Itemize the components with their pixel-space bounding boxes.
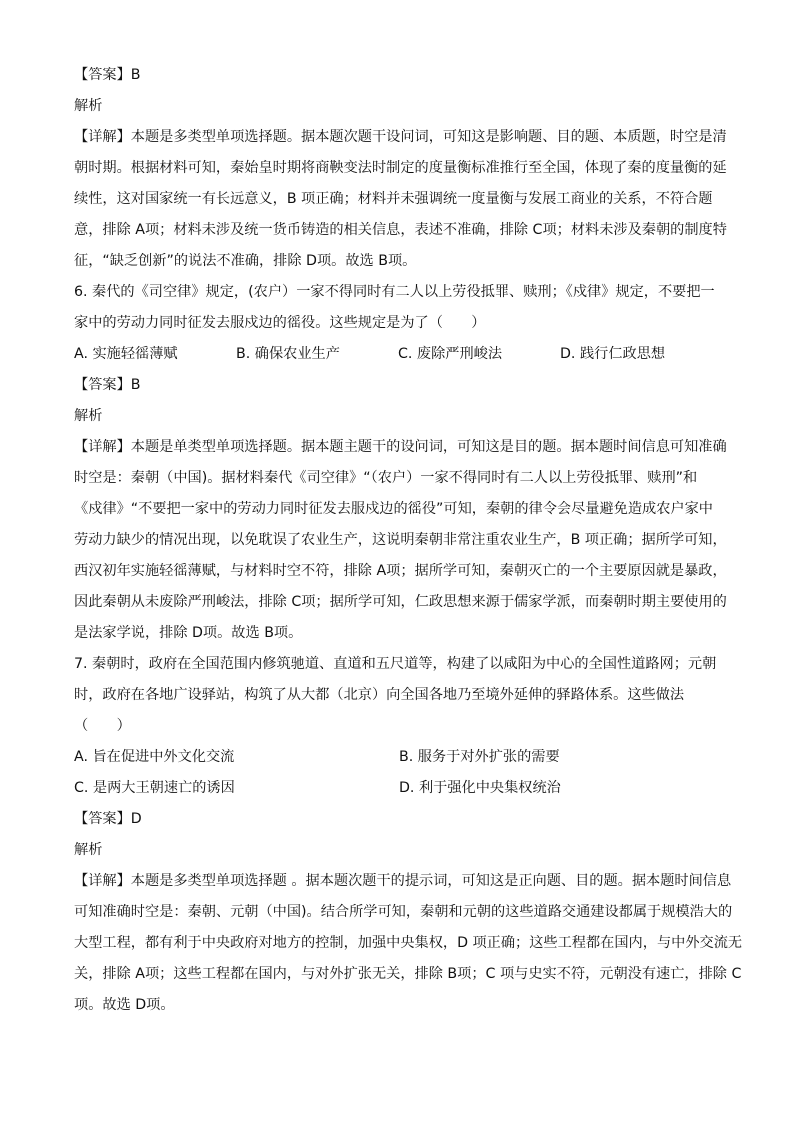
q5-detail bbox=[74, 122, 727, 277]
question-line: 家中的劳动力同时征发去服戍边的徭役。这些规定是为了（ ） bbox=[74, 315, 486, 331]
q7-detail bbox=[74, 866, 743, 1021]
option-d: D. 践行仁政思想 bbox=[560, 346, 666, 362]
analysis-label: 解析 bbox=[74, 98, 103, 114]
detail-line: 劳动力缺少的情况出现，以免耽误了农业生产，这说明秦朝非常注重农业生产，B 项正确；据所学可知， bbox=[74, 532, 727, 548]
question-line: 6. 秦代的《司空律》规定，(农户）一家不得同时有二人以上劳役抵罪、赎刑；《戍律》规定，不要把一 bbox=[74, 284, 715, 300]
question-line: 时，政府在各地广设驿站，构筑了从大都（北京）向全国各地乃至境外延伸的驿路体系。这些做法 bbox=[74, 687, 685, 703]
question-line: 7. 秦朝时，政府在全国范围内修筑驰道、直道和五尺道等，构建了以咸阳为中心的全国性道路网；元朝 bbox=[74, 656, 717, 672]
detail-line: 大型工程，都有利于中央政府对地方的控制，加强中央集权，D 项正确；这些工程都在国内，与中外交流无 bbox=[74, 935, 743, 951]
option-c: C. 废除严刑峻法 bbox=[398, 346, 503, 362]
detail-line: 续性，这对国家统一有长远意义，B 项正确；材料并未强调统一度量衡与发展工商业的关系，不符合题 bbox=[74, 191, 713, 207]
q7-options-row1 bbox=[74, 742, 724, 773]
detail-line: 西汉初年实施轻徭薄赋，与材料时空不符，排除 A项；据所学可知，秦朝灭亡的一个主要原因就是暴政， bbox=[74, 563, 727, 579]
question-line: （ ） bbox=[74, 718, 131, 734]
detail-line: 【详解】本题是单类型单项选择题。据本题主题干的设问词，可知这是目的题。据本题时间信息可知准确 bbox=[74, 439, 727, 455]
q6-analysis-label bbox=[74, 401, 724, 432]
document-page bbox=[74, 60, 743, 1021]
detail-line: 可知准确时空是：秦朝、元朝（中国)。结合所学可知，秦朝和元朝的这些道路交通建设都属于规模浩大的 bbox=[74, 904, 733, 920]
detail-line: 朝时期。根据材料可知，秦始皇时期将商鞅变法时制定的度量衡标准推行至全国，体现了秦的度量衡的延 bbox=[74, 160, 727, 176]
answer-line: 【答案】B bbox=[74, 67, 141, 83]
q6-detail bbox=[74, 432, 727, 649]
q5-answer bbox=[74, 60, 724, 91]
option-a: A. 实施轻徭薄赋 bbox=[74, 346, 178, 362]
q7-stem bbox=[74, 649, 724, 742]
q7-answer bbox=[74, 804, 724, 835]
option-b: B. 服务于对外扩张的需要 bbox=[399, 749, 560, 765]
detail-line: 【详解】本题是多类型单项选择题 。据本题次题干的提示词，可知这是正向题、目的题。据本题时间信息 bbox=[74, 873, 732, 889]
detail-line: 意，排除 A项；材料未涉及统一货币铸造的相关信息，表述不准确，排除 C项；材料未涉及秦朝的制度特 bbox=[74, 222, 727, 238]
q7-options-row2 bbox=[74, 773, 724, 804]
option-c: C. 是两大王朝速亡的诱因 bbox=[74, 780, 235, 796]
answer-line: 【答案】D bbox=[74, 811, 142, 827]
detail-line: 征，“缺乏创新”的说法不准确，排除 D项。故选 B项。 bbox=[74, 253, 417, 269]
detail-line: 【详解】本题是多类型单项选择题。据本题次题干设问词，可知这是影响题、目的题、本质题，时空是清 bbox=[74, 129, 727, 145]
q7-analysis-label bbox=[74, 835, 724, 866]
q6-answer bbox=[74, 370, 724, 401]
option-b: B. 确保农业生产 bbox=[236, 346, 340, 362]
q5-analysis-label bbox=[74, 91, 724, 122]
detail-line: 项。故选 D项。 bbox=[74, 997, 175, 1013]
q6-options bbox=[74, 339, 724, 370]
detail-line: 关，排除 A项；这些工程都在国内，与对外扩张无关，排除 B项；C 项与史实不符，元朝没有速亡，排除 C bbox=[74, 966, 742, 982]
detail-line: 《戍律》“不要把一家中的劳动力同时征发去服戍边的徭役”可知，秦朝的律令会尽量避免造成农户家中 bbox=[74, 501, 713, 517]
detail-line: 因此秦朝从未废除严刑峻法，排除 C项；据所学可知，仁政思想来源于儒家学派，而秦朝时期主要使用的 bbox=[74, 594, 727, 610]
detail-line: 是法家学说，排除 D项。故选 B项。 bbox=[74, 625, 303, 641]
answer-line: 【答案】B bbox=[74, 377, 141, 393]
q6-stem bbox=[74, 277, 724, 339]
option-d: D. 利于强化中央集权统治 bbox=[399, 780, 561, 796]
analysis-label: 解析 bbox=[74, 842, 103, 858]
detail-line: 时空是：秦朝（中国)。据材料秦代《司空律》“（农户）一家不得同时有二人以上劳役抵罪、赎刑”和 bbox=[74, 470, 698, 486]
option-a: A. 旨在促进中外文化交流 bbox=[74, 749, 235, 765]
analysis-label: 解析 bbox=[74, 408, 103, 424]
